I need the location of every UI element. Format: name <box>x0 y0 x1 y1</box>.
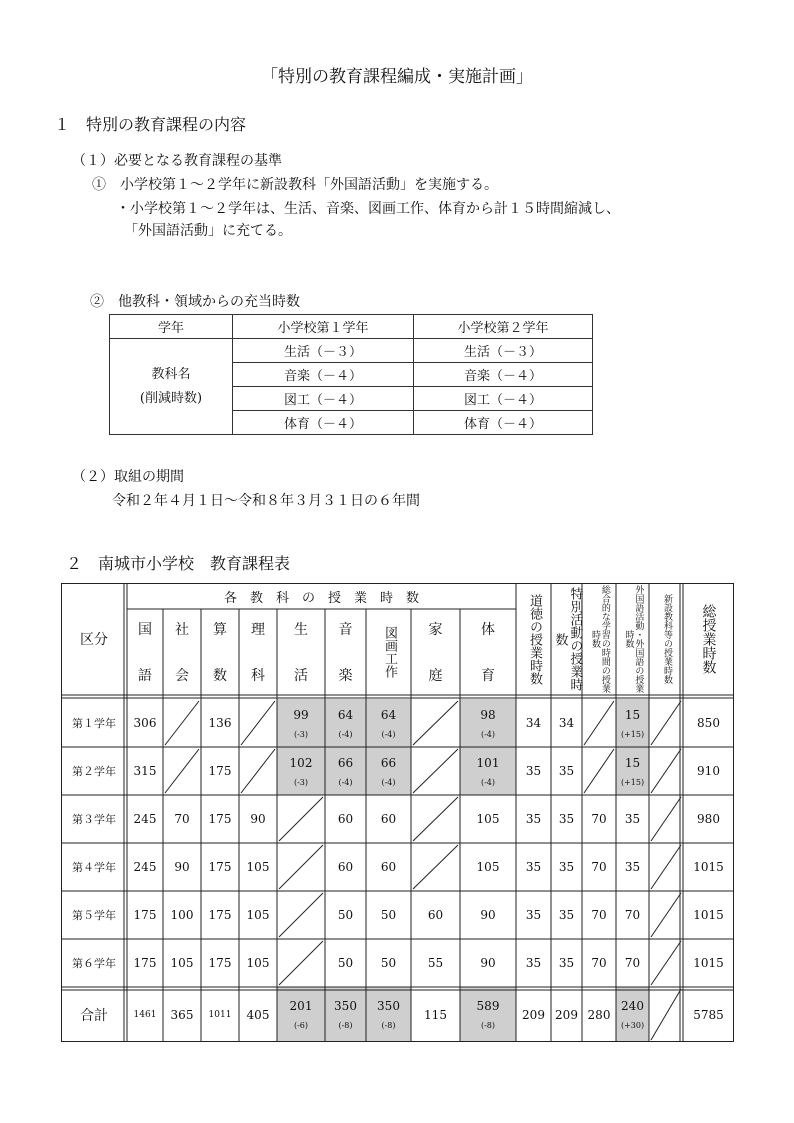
data-cell: 105 <box>246 860 270 874</box>
empty-cell-slash <box>165 701 199 745</box>
row-label-subject: 教科名 <box>151 366 191 382</box>
data-cell: 90 <box>480 956 496 970</box>
header-grade: 学年 <box>110 315 233 339</box>
grade-row-label: 第４学年 <box>72 861 116 874</box>
grade1-cell: 体育（－４） <box>233 411 414 435</box>
data-cell: 365 <box>170 1007 194 1022</box>
data-cell: 910 <box>697 764 720 778</box>
data-cell: 60 <box>337 812 354 826</box>
extra-header: 総合的な学習の時間の授業時数 <box>590 585 610 693</box>
subject-char: 数 <box>213 668 227 684</box>
data-cell: 105 <box>476 860 500 874</box>
empty-cell-slash <box>413 797 458 841</box>
empty-cell-slash <box>279 893 323 937</box>
data-cell: 35 <box>558 812 575 826</box>
data-cell: 1011 <box>208 1009 232 1020</box>
data-cell: 35 <box>558 908 575 922</box>
data-cell: 34 <box>558 716 575 730</box>
empty-cell-slash <box>651 989 681 1040</box>
subject-char: 楽 <box>338 668 353 684</box>
grade-row-label: 第３学年 <box>72 813 116 826</box>
subject-header: 図画工作 <box>381 626 397 678</box>
data-cell: 35 <box>558 956 575 970</box>
data-cell: 70 <box>624 956 641 970</box>
subject-char: 庭 <box>428 668 443 684</box>
empty-cell-slash <box>651 749 681 793</box>
data-cell: 70 <box>624 908 641 922</box>
cell-adjustment: (-3) <box>293 729 309 739</box>
data-cell: 105 <box>246 908 270 922</box>
data-cell: 175 <box>208 908 232 922</box>
data-cell: 50 <box>380 908 397 922</box>
grade2-cell: 体育（－４） <box>414 411 593 435</box>
data-cell: 35 <box>624 812 641 826</box>
subject-char: 語 <box>138 668 152 684</box>
cell-adjustment: (-4) <box>338 729 353 739</box>
cell-value: 64 <box>380 707 397 722</box>
page-title: 「特別の教育課程編成・実施計画」 <box>261 67 533 87</box>
data-cell: 175 <box>133 956 157 970</box>
data-cell: 175 <box>208 956 232 970</box>
data-cell: 50 <box>337 908 354 922</box>
cell-value: 102 <box>289 755 313 770</box>
data-cell: 209 <box>522 1007 545 1022</box>
data-cell: 306 <box>133 716 157 730</box>
data-cell: 70 <box>591 956 607 970</box>
data-cell: 1015 <box>693 908 724 922</box>
extra-header: 新設教科等の授業時数 <box>661 594 672 684</box>
data-cell: 315 <box>133 764 157 778</box>
cell-adjustment: (-8) <box>338 1021 353 1030</box>
data-cell: 35 <box>624 860 641 874</box>
cell-value: 350 <box>377 999 400 1013</box>
empty-cell-slash <box>279 797 323 841</box>
data-cell: 405 <box>246 1007 270 1022</box>
data-cell: 70 <box>591 812 607 826</box>
cell-adjustment: (-4) <box>480 729 496 739</box>
empty-cell-slash <box>165 749 199 793</box>
grade1-cell: 生活（－３） <box>233 339 414 363</box>
cell-adjustment: (-4) <box>381 777 396 787</box>
data-cell: 175 <box>208 860 232 874</box>
data-cell: 60 <box>337 860 354 874</box>
grade1-cell: 図工（－４） <box>233 387 414 411</box>
data-cell: 105 <box>170 956 194 970</box>
grade-row-label: 第１学年 <box>72 717 116 730</box>
period-text: 令和２年４月１日～令和８年３月３１日の６年間 <box>112 493 420 509</box>
table-gridlines <box>61 583 734 1042</box>
subject-char: 生 <box>294 622 308 638</box>
subject-char: 家 <box>428 622 443 638</box>
cell-value: 66 <box>380 755 397 770</box>
kubun-header: 区分 <box>80 632 108 648</box>
cell-adjustment: (+30) <box>620 1021 645 1030</box>
cell-value: 15 <box>624 707 641 722</box>
subject-char: 算 <box>213 622 227 638</box>
data-cell: 90 <box>174 860 190 874</box>
empty-cell-slash <box>279 845 323 889</box>
curriculum-table <box>61 583 734 1042</box>
empty-cell-slash <box>413 749 458 793</box>
header-grade-2: 小学校第２学年 <box>414 315 593 339</box>
cell-adjustment: (-8) <box>480 1021 496 1030</box>
extra-header: 特別活動の授業時数 <box>552 587 583 691</box>
data-cell: 175 <box>208 764 232 778</box>
empty-cell-slash <box>584 749 614 793</box>
data-cell: 980 <box>697 812 720 826</box>
cell-adjustment: (+15) <box>620 777 645 787</box>
empty-cell-slash <box>651 701 681 745</box>
grade2-cell: 図工（－４） <box>414 387 593 411</box>
data-cell: 60 <box>380 860 397 874</box>
cell-value: 350 <box>334 999 357 1013</box>
data-cell: 60 <box>427 908 444 922</box>
data-cell: 35 <box>558 764 575 778</box>
cell-value: 66 <box>337 755 354 770</box>
extra-header: 外国語活動・外国語の授業時数 <box>623 585 644 693</box>
data-cell: 209 <box>555 1007 578 1022</box>
subject-char: 理 <box>251 622 265 638</box>
header-grade-1: 小学校第１学年 <box>233 315 414 339</box>
data-cell: 105 <box>476 812 500 826</box>
empty-cell-slash <box>241 701 275 745</box>
data-cell: 175 <box>133 908 157 922</box>
cell-adjustment: (+15) <box>620 729 645 739</box>
data-cell: 55 <box>427 956 444 970</box>
total-row-label: 合計 <box>80 1007 108 1024</box>
data-cell: 35 <box>525 812 542 826</box>
data-cell: 60 <box>380 812 397 826</box>
data-cell: 115 <box>424 1007 447 1022</box>
subject-char: 会 <box>175 668 189 684</box>
subjects-group-header: 各 教 科 の 授 業 時 数 <box>223 590 419 606</box>
section-1-heading: １ 特別の教育課程の内容 <box>54 115 247 134</box>
subject-char: 社 <box>175 622 189 638</box>
data-cell: 34 <box>525 716 542 730</box>
cell-adjustment: (-3) <box>293 777 309 787</box>
data-cell: 35 <box>525 956 542 970</box>
empty-cell-slash <box>651 797 681 841</box>
cell-adjustment: (-8) <box>381 1021 396 1030</box>
subject-char: 活 <box>294 668 308 684</box>
subject-char: 科 <box>251 668 265 684</box>
data-cell: 1461 <box>133 1009 157 1020</box>
grade1-cell: 音楽（－４） <box>233 363 414 387</box>
data-cell: 1015 <box>693 956 724 970</box>
cell-value: 98 <box>480 707 496 722</box>
row-label <box>110 339 233 435</box>
section-2-heading: ２ 南城市小学校 教育課程表 <box>66 554 291 573</box>
grade-row-label: 第５学年 <box>72 909 116 922</box>
empty-cell-slash <box>241 749 275 793</box>
data-cell: 100 <box>170 908 194 922</box>
data-cell: 35 <box>525 908 542 922</box>
data-cell: 136 <box>208 716 232 730</box>
empty-cell-slash <box>279 941 323 985</box>
data-cell: 70 <box>591 860 607 874</box>
row-label-reduction: (削減時数) <box>139 390 203 406</box>
subsection-2-heading: （２）取組の期間 <box>72 469 184 485</box>
data-cell: 90 <box>480 908 496 922</box>
empty-cell-slash <box>651 893 681 937</box>
subject-char: 音 <box>338 622 353 638</box>
cell-value: 15 <box>624 755 641 770</box>
grade2-cell: 生活（－３） <box>414 339 593 363</box>
data-cell: 50 <box>337 956 354 970</box>
note-line-2: 「外国語活動」に充てる。 <box>124 223 292 239</box>
subject-char: 国 <box>138 622 152 638</box>
data-cell: 35 <box>558 860 575 874</box>
empty-cell-slash <box>651 941 681 985</box>
cell-value: 589 <box>476 999 500 1013</box>
data-cell: 245 <box>133 860 157 874</box>
cell-value: 101 <box>476 755 500 770</box>
cell-adjustment: (-4) <box>381 729 396 739</box>
data-cell: 90 <box>250 812 266 826</box>
extra-header: 総授業時数 <box>700 604 717 674</box>
empty-cell-slash <box>413 701 458 745</box>
data-cell: 35 <box>525 860 542 874</box>
item-2-text: ② 他教科・領域からの充当時数 <box>90 294 300 310</box>
data-cell: 105 <box>246 956 270 970</box>
subject-char: 育 <box>481 668 495 684</box>
cell-adjustment: (-4) <box>338 777 353 787</box>
extra-header: 道徳の授業時数 <box>526 593 542 685</box>
grade-row-label: 第２学年 <box>72 765 116 778</box>
data-cell: 50 <box>380 956 397 970</box>
subject-char: 体 <box>481 622 495 638</box>
grade-row-label: 第６学年 <box>72 957 116 970</box>
cell-value: 99 <box>293 707 309 722</box>
data-cell: 35 <box>525 764 542 778</box>
cell-adjustment: (-4) <box>480 777 496 787</box>
cell-value: 64 <box>337 707 354 722</box>
grade2-cell: 音楽（－４） <box>414 363 593 387</box>
data-cell: 70 <box>591 908 607 922</box>
data-cell: 70 <box>174 812 190 826</box>
empty-cell-slash <box>651 845 681 889</box>
data-cell: 850 <box>697 716 720 730</box>
cell-value: 240 <box>621 999 644 1013</box>
subsection-1-heading: （１）必要となる教育課程の基準 <box>72 153 282 169</box>
data-cell: 280 <box>587 1007 611 1022</box>
cell-adjustment: (-6) <box>293 1021 309 1030</box>
data-cell: 1015 <box>693 860 724 874</box>
data-cell: 5785 <box>693 1007 724 1022</box>
empty-cell-slash <box>413 845 458 889</box>
item-1-text: ① 小学校第１～２学年に新設教科「外国語活動」を実施する。 <box>92 177 498 193</box>
cell-value: 201 <box>289 999 313 1013</box>
note-line-1: ・小学校第１～２学年は、生活、音楽、図画工作、体育から計１５時間縮減し、 <box>116 201 620 217</box>
data-cell: 245 <box>133 812 157 826</box>
allotment-table <box>109 314 593 435</box>
empty-cell-slash <box>584 701 614 745</box>
data-cell: 175 <box>208 812 232 826</box>
